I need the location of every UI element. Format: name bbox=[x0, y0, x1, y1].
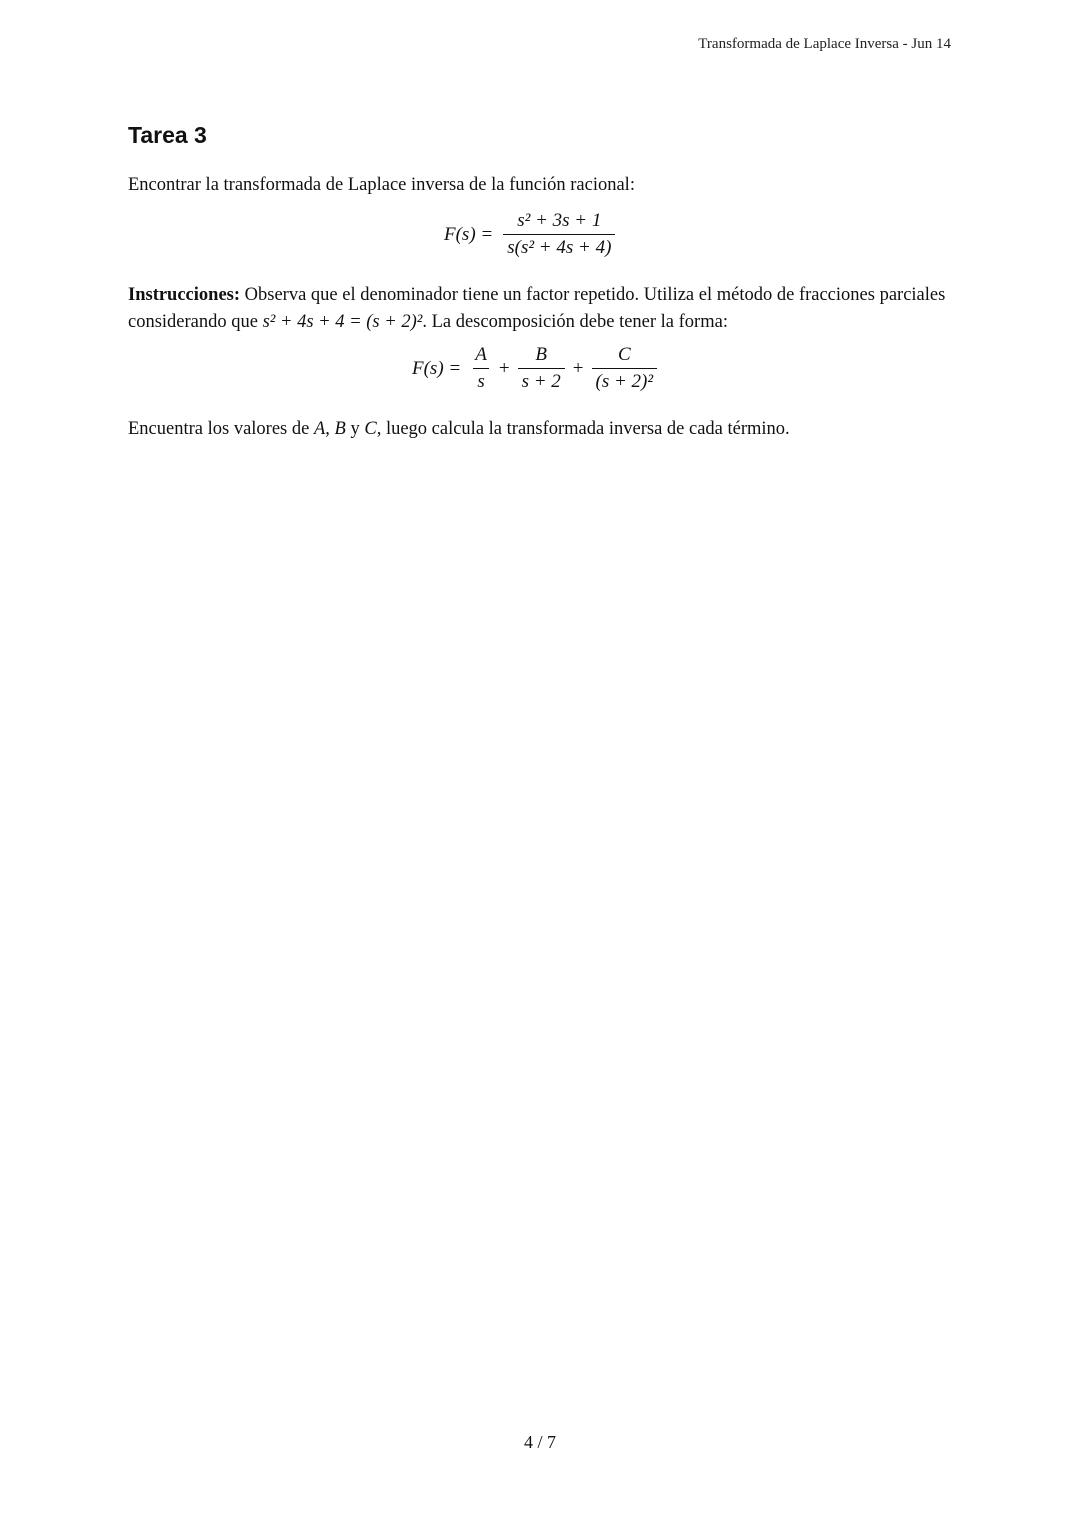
fraction-numerator: C bbox=[617, 344, 631, 365]
equation-partial-fractions bbox=[412, 344, 659, 393]
fraction-denominator: s + 2 bbox=[518, 368, 565, 393]
task-title: Tarea 3 bbox=[128, 122, 207, 148]
plus-operator: + bbox=[572, 357, 584, 379]
instructions-label: Instrucciones: bbox=[128, 285, 241, 305]
intro-paragraph: Encontrar la transformada de Laplace inversa de la función racional: bbox=[128, 175, 635, 195]
inline-math: s² + 4s + 4 = (s + 2)² bbox=[262, 312, 423, 332]
closing-paragraph bbox=[128, 416, 958, 443]
fraction-term-b bbox=[518, 344, 565, 393]
fraction-denominator: (s + 2)² bbox=[592, 368, 658, 393]
fraction-denominator: s(s² + 4s + 4) bbox=[503, 234, 615, 259]
separator: , bbox=[325, 419, 335, 439]
equation-transfer-function bbox=[444, 210, 617, 259]
fraction-numerator: A bbox=[475, 344, 487, 365]
fraction-numerator: s² + 3s + 1 bbox=[517, 210, 602, 231]
variable-b: B bbox=[334, 419, 346, 439]
closing-text-end: , luego calcula la transformada inversa de cada término. bbox=[376, 419, 790, 439]
running-header: Transformada de Laplace Inversa - Jun 14 bbox=[698, 36, 951, 52]
instructions-text: Observa que el denominador tiene un factor repetido. Utiliza el método de fracciones parciales considerando que bbox=[128, 285, 946, 332]
instructions-paragraph bbox=[128, 282, 958, 336]
variable-a: A bbox=[313, 419, 326, 439]
equation-lhs: F(s) = bbox=[412, 357, 462, 379]
plus-operator: + bbox=[498, 357, 510, 379]
separator: y bbox=[345, 419, 365, 439]
variable-c: C bbox=[364, 419, 377, 439]
fraction-term-c bbox=[592, 344, 658, 393]
page-number: 4 / 7 bbox=[523, 1432, 556, 1452]
equation-lhs: F(s) = bbox=[444, 223, 494, 245]
fraction-term-a bbox=[471, 344, 491, 393]
fraction-denominator: s bbox=[473, 368, 488, 393]
closing-text: Encuentra los valores de bbox=[128, 419, 314, 439]
instructions-text-end: . La descomposición debe tener la forma: bbox=[422, 312, 728, 332]
fraction bbox=[503, 210, 615, 259]
fraction-numerator: B bbox=[535, 344, 547, 365]
